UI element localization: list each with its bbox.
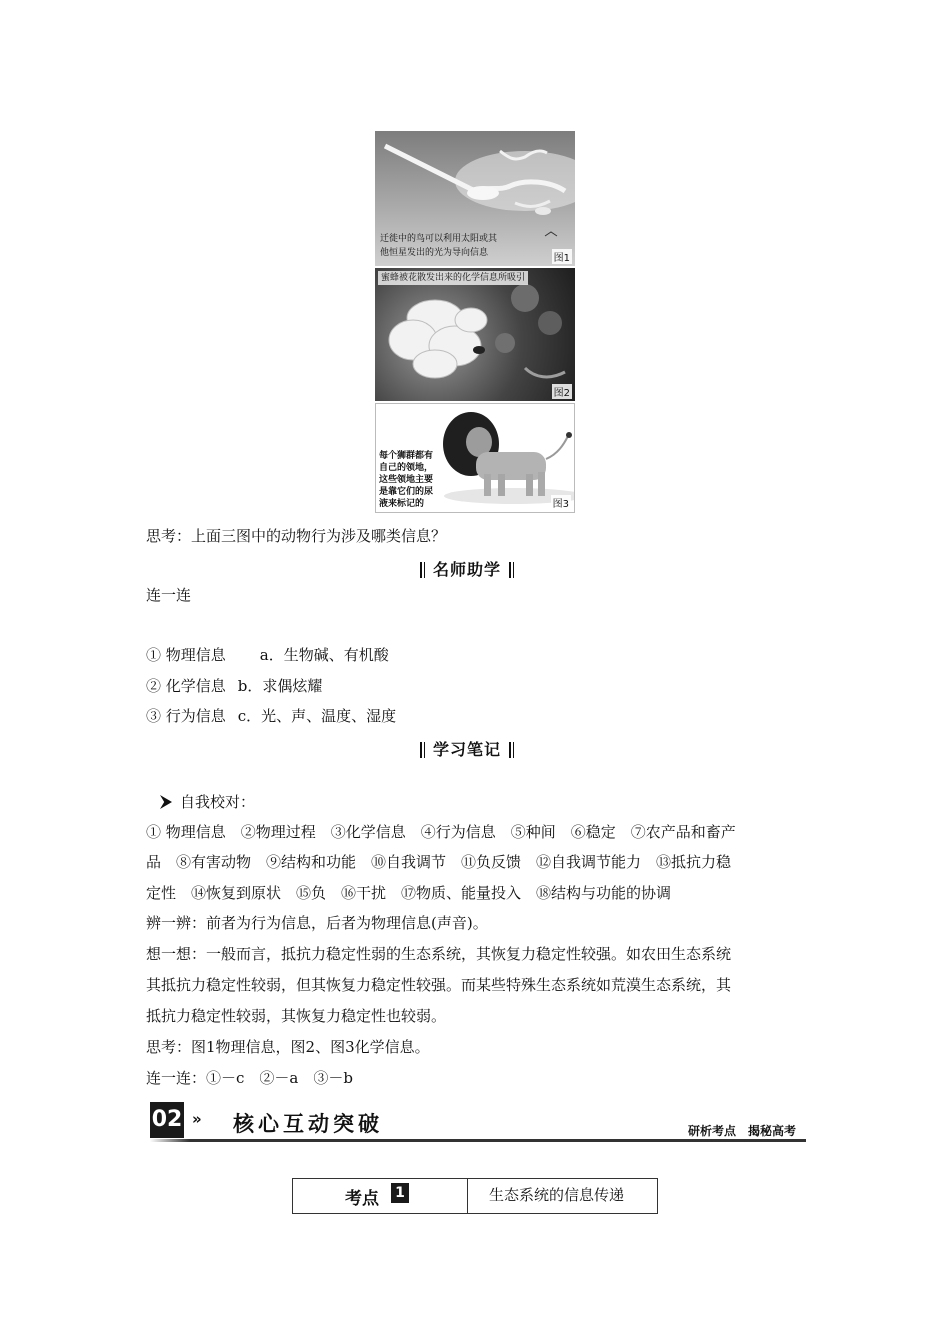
- answer-lianyilian: 连一连：①－c ②－a ③－b: [146, 1069, 353, 1087]
- animal-information-figure: [375, 131, 575, 513]
- match-left-2: ② 化学信息: [146, 677, 226, 695]
- figure-caption-2: 蜜蜂被花散发出来的化学信息所吸引: [378, 271, 528, 285]
- flower-illustration: [375, 268, 575, 401]
- heading-bar-left: [420, 562, 425, 578]
- self-check-title: 自我校对：: [180, 793, 256, 811]
- banner-number: 02: [150, 1102, 184, 1138]
- banner-title: 核心互动突破: [233, 1112, 383, 1136]
- kaodian-number: 1: [391, 1183, 409, 1203]
- banner-right-text: 研析考点 揭秘高考: [687, 1124, 796, 1138]
- heading-bar-right: [509, 562, 514, 578]
- match-left-1: ① 物理信息: [146, 646, 226, 664]
- kaodian-title: 生态系统的信息传递: [489, 1186, 625, 1204]
- section-heading-teacher: [412, 557, 522, 580]
- birds-illustration: [375, 131, 575, 266]
- think-question: 思考：上面三图中的动物行为涉及哪类信息？: [146, 527, 447, 545]
- arrow-marker-icon: [160, 795, 172, 809]
- kaodian-label: 考点: [345, 1189, 379, 1209]
- section-heading-notes: [412, 737, 522, 760]
- match-row-1: [146, 645, 389, 665]
- figure-caption-3b: 自己的领地，: [379, 463, 434, 473]
- match-left-3: ③ 行为信息: [146, 707, 226, 725]
- answer-xiangyixiang-3: 抵抗力稳定性较弱，其恢复力稳定性也较弱。: [146, 1007, 447, 1025]
- match-row-3: [146, 706, 396, 726]
- heading-bar-right: [509, 742, 514, 758]
- match-row-2: [146, 676, 322, 696]
- heading-bar-left: [420, 742, 425, 758]
- answer-sikao: 思考：图1物理信息，图2、图3化学信息。: [146, 1038, 430, 1056]
- figure-caption-3a: 每个狮群都有: [379, 451, 434, 461]
- chevron-right-icon: »: [192, 1110, 202, 1128]
- match-right-1: a．生物碱、有机酸: [259, 646, 389, 664]
- figure-caption-3d: 是靠它们的尿: [379, 487, 434, 497]
- figure-label-3: 图3: [551, 495, 571, 510]
- answer-xiangyixiang-1: 想一想：一般而言，抵抗力稳定性弱的生态系统，其恢复力稳定性较强。如农田生态系统: [146, 945, 732, 963]
- banner-rule: [150, 1139, 806, 1142]
- figure-panel-bee-flower: [375, 268, 575, 401]
- kaodian-box: [292, 1178, 658, 1214]
- self-check-line-2: 品 ⑧有害动物 ⑨结构和功能 ⑩自我调节 ⑪负反馈 ⑫自我调节能力 ⑬抵抗力稳: [146, 853, 732, 871]
- section-heading-teacher-text: 名师助学: [433, 560, 502, 579]
- kaodian-label-cell: [293, 1179, 468, 1213]
- section-heading-notes-text: 学习笔记: [433, 740, 502, 759]
- figure-panel-lion: [375, 403, 575, 513]
- self-check-line-3: 定性 ⑭恢复到原状 ⑮负 ⑯干扰 ⑰物质、能量投入 ⑱结构与功能的协调: [146, 884, 672, 902]
- answer-xiangyixiang-2: 其抵抗力稳定性较弱，但其恢复力稳定性较强。而某些特殊生态系统如荒漠生态系统，其: [146, 976, 732, 994]
- figure-caption-1b: 他恒星发出的光为导向信息: [380, 248, 489, 258]
- figure-caption-3c: 这些领地主要: [379, 475, 434, 485]
- figure-caption-3e: 液来标记的: [379, 499, 425, 509]
- self-check-line-1: ① 物理信息 ②物理过程 ③化学信息 ④行为信息 ⑤种间 ⑥稳定 ⑦农产品和畜产: [146, 823, 736, 841]
- answer-bianyibian: 辨一辨：前者为行为信息，后者为物理信息(声音)。: [146, 914, 488, 932]
- figure-label-1: 图1: [552, 249, 572, 264]
- lianyilian-title: 连一连: [146, 586, 192, 604]
- figure-label-2: 图2: [552, 384, 572, 399]
- self-check-heading: [160, 792, 255, 812]
- match-right-2: b．求偶炫耀: [237, 677, 323, 695]
- figure-panel-birds: [375, 131, 575, 266]
- figure-caption-1a: 迁徙中的鸟可以利用太阳或其: [380, 234, 498, 244]
- match-right-3: c．光、声、温度、湿度: [237, 707, 397, 725]
- section-banner: [150, 1102, 806, 1142]
